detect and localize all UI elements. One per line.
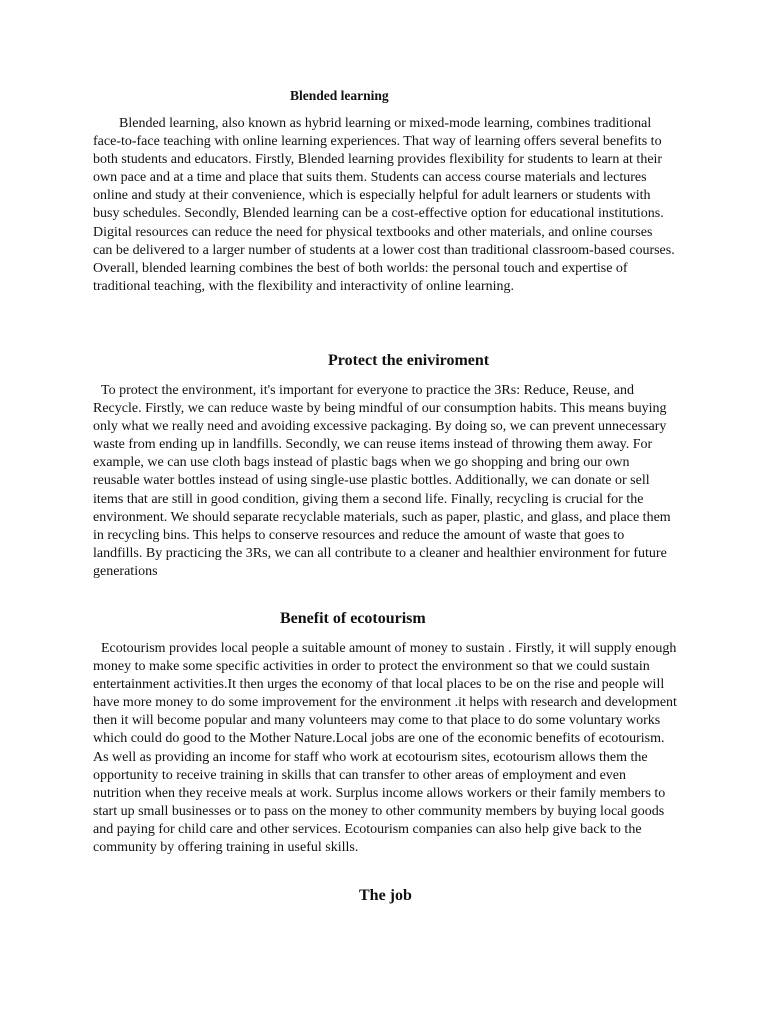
- section-paragraph-ecotourism: Ecotourism provides local people a suitable amount of money to sustain . Firstly, it will supply enough money to make some specific activities in order to protect the environment so that we could sustain entertainment activities.It then urges the economy of that local places to be on the rise and people will have more money to do some improvement for the environment .it helps with research and development then it will become popular and many volunteers may come to that place to do some voluntary works which could do good to the Mother Nature.Local jobs are one of the economic benefits of ecotourism. As well as providing an income for staff who work at ecotourism sites, ecotourism allows them the opportunity to receive training in skills that can transfer to other areas of employment and even nutrition when they receive meals at work. Surplus income allows workers or their family members to start up small businesses or to pass on the money to other community members by buying local goods and paying for child care and other services. Ecotourism companies can also help give back to the community by offering training in useful skills.: [93, 641, 677, 856]
- section-heading-ecotourism: Benefit of ecotourism: [280, 610, 426, 627]
- section-heading-blended-learning: Blended learning: [290, 88, 389, 103]
- section-paragraph-protect-environment: To protect the environment, it's important for everyone to practice the 3Rs: Reduce, Reuse, and Recycle. Firstly, we can reduce waste by being mindful of our consumption habits. This means buying only what we really need and avoiding excessive packaging. By doing so, we can prevent unnecessary waste from ending up in landfills. Secondly, we can reuse items instead of throwing them away. For example, we can use cloth bags instead of plastic bags when we go shopping and bring our own reusable water bottles instead of using single-use plastic bottles. Additionally, we can donate or sell items that are still in good condition, giving them a second life. Finally, recycling is crucial for the environment. We should separate recyclable materials, such as paper, plastic, and glass, and place them in recycling bins. This helps to conserve resources and reduce the amount of waste that goes to landfills. By practicing the 3Rs, we can all contribute to a cleaner and healthier environment for future generations: [93, 383, 671, 579]
- section-heading-the-job: The job: [359, 887, 412, 904]
- section-heading-protect-environment: Protect the eniviroment: [328, 352, 490, 369]
- section-paragraph-blended-learning: Blended learning, also known as hybrid learning or mixed-mode learning, combines traditional face-to-face teaching with online learning experiences. That way of learning offers several benefits to both students and educators. Firstly, Blended learning provides flexibility for students to learn at their own pace and at a time and place that suits them. Students can access course materials and lectures online and study at their convenience, which is especially helpful for adult learners or students with busy schedules. Secondly, Blended learning can be a cost-effective option for educational institutions. Digital resources can reduce the need for physical textbooks and other materials, and online courses can be delivered to a larger number of students at a lower cost than traditional classroom-based courses. Overall, blended learning combines the best of both worlds: the personal touch and expertise of traditional teaching, with the flexibility and interactivity of online learning.: [93, 116, 675, 294]
